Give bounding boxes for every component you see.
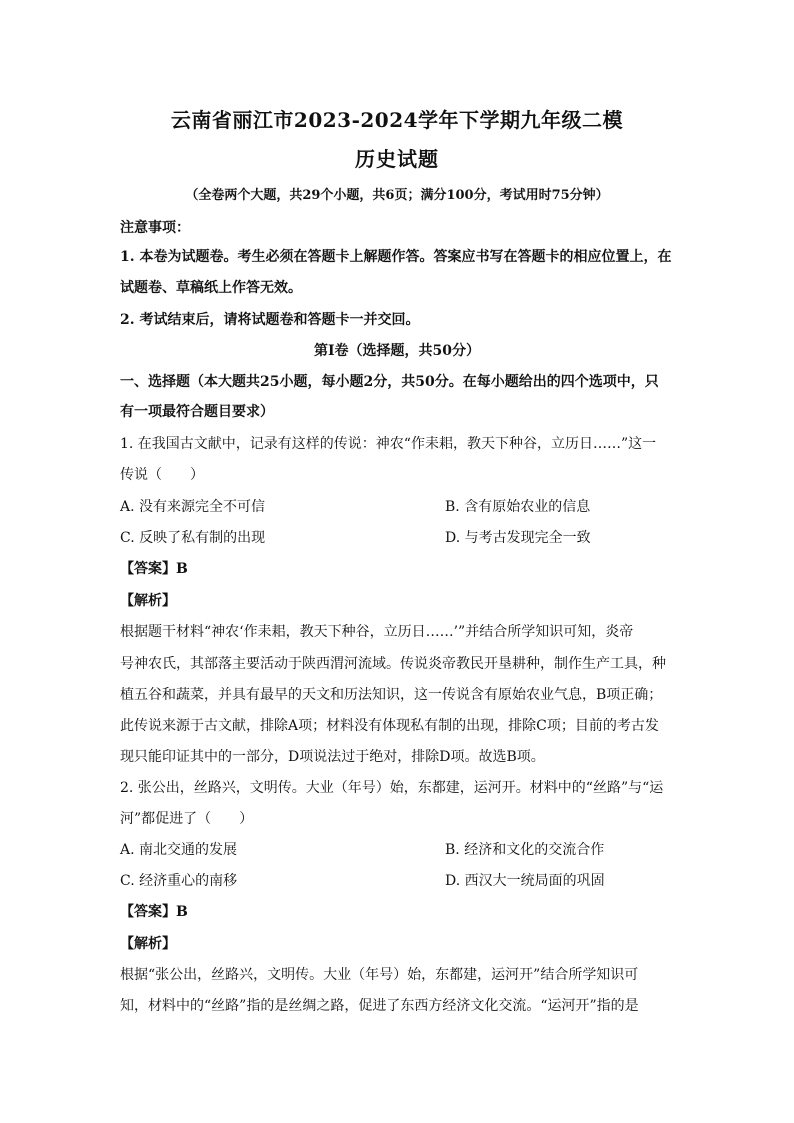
section-intro-line-1: 一、选择题（本大题共25小题，每小题2分，共50分。在每小题给出的四个选项中，只	[120, 374, 659, 390]
question-2-stem-line-2: 河”都促进了（ ）	[120, 811, 254, 827]
question-2-option-b: B. 经济和文化的交流合作	[445, 842, 605, 858]
question-2-option-c: C. 经济重心的南移	[120, 873, 238, 889]
exam-title: 云南省丽江市2023-2024学年下学期九年级二模	[170, 108, 624, 132]
volume-title: 第I卷（选择题，共50分）	[313, 343, 481, 359]
question-1-analysis-line: 号神农氏，其部落主要活动于陕西渭河流域。传说炎帝教民开垦耕种，制作生产工具，种	[120, 656, 666, 672]
question-1-option-a: A. 没有来源完全不可信	[120, 499, 266, 515]
exam-info: （全卷两个大题，共29个小题，共6页；满分100分，考试用时75分钟）	[185, 188, 609, 203]
exam-subject: 历史试题	[355, 147, 439, 171]
question-2-analysis-line: 知，材料中的“丝路”指的是丝绸之路，促进了东西方经济文化交流。“运河开”指的是	[120, 998, 639, 1014]
question-2-analysis-line: 根据“张公出，丝路兴，文明传。大业（年号）始，东都建，运河开”结合所学知识可	[120, 967, 639, 983]
notes-item-1-line-2: 试题卷、草稿纸上作答无效。	[120, 280, 302, 296]
question-1-option-b: B. 含有原始农业的信息	[445, 499, 591, 515]
question-2-option-a: A. 南北交通的发展	[120, 842, 238, 858]
notes-item-1-line-1: 1. 本卷为试题卷。考生必须在答题卡上解题作答。答案应书写在答题卡的相应位置上，在	[120, 249, 672, 265]
question-2-answer: 【答案】B	[120, 904, 188, 920]
question-1-option-d: D. 与考古发现完全一致	[445, 530, 591, 546]
question-1-analysis-line: 根据题干材料“神农‘作耒耜，教天下种谷，立历日……’”并结合所学知识可知，炎帝	[120, 624, 634, 640]
question-2-option-d: D. 西汉大一统局面的巩固	[445, 873, 605, 889]
question-1-analysis-line: 此传说来源于古文献，排除A项；材料没有体现私有制的出现，排除C项；目前的考古发	[120, 718, 659, 734]
notes-item-2: 2. 考试结束后，请将试题卷和答题卡一并交回。	[120, 312, 420, 328]
question-2-analysis-label: 【解析】	[120, 936, 176, 952]
question-2-stem-line-1: 2. 张公出，丝路兴，文明传。大业（年号）始，东都建，运河开。材料中的“丝路”与“运	[120, 780, 664, 796]
question-1-analysis-line: 现只能印证其中的一部分，D项说法过于绝对，排除D项。故选B项。	[120, 749, 545, 765]
notes-heading: 注意事项：	[120, 220, 190, 236]
question-1-stem-line-1: 1. 在我国古文献中，记录有这样的传说：神农“作耒耜，教天下种谷，立历日……”这一	[120, 436, 657, 452]
section-intro-line-2: 有一项最符合题目要求）	[120, 404, 274, 420]
question-1-analysis-label: 【解析】	[120, 593, 176, 609]
question-1-analysis-line: 植五谷和蔬菜，并具有最早的天文和历法知识，这一传说含有原始农业气息，B项正确；	[120, 687, 663, 703]
question-1-option-c: C. 反映了私有制的出现	[120, 530, 266, 546]
question-1-stem-line-2: 传说（ ）	[120, 467, 204, 483]
question-1-answer: 【答案】B	[120, 561, 188, 577]
